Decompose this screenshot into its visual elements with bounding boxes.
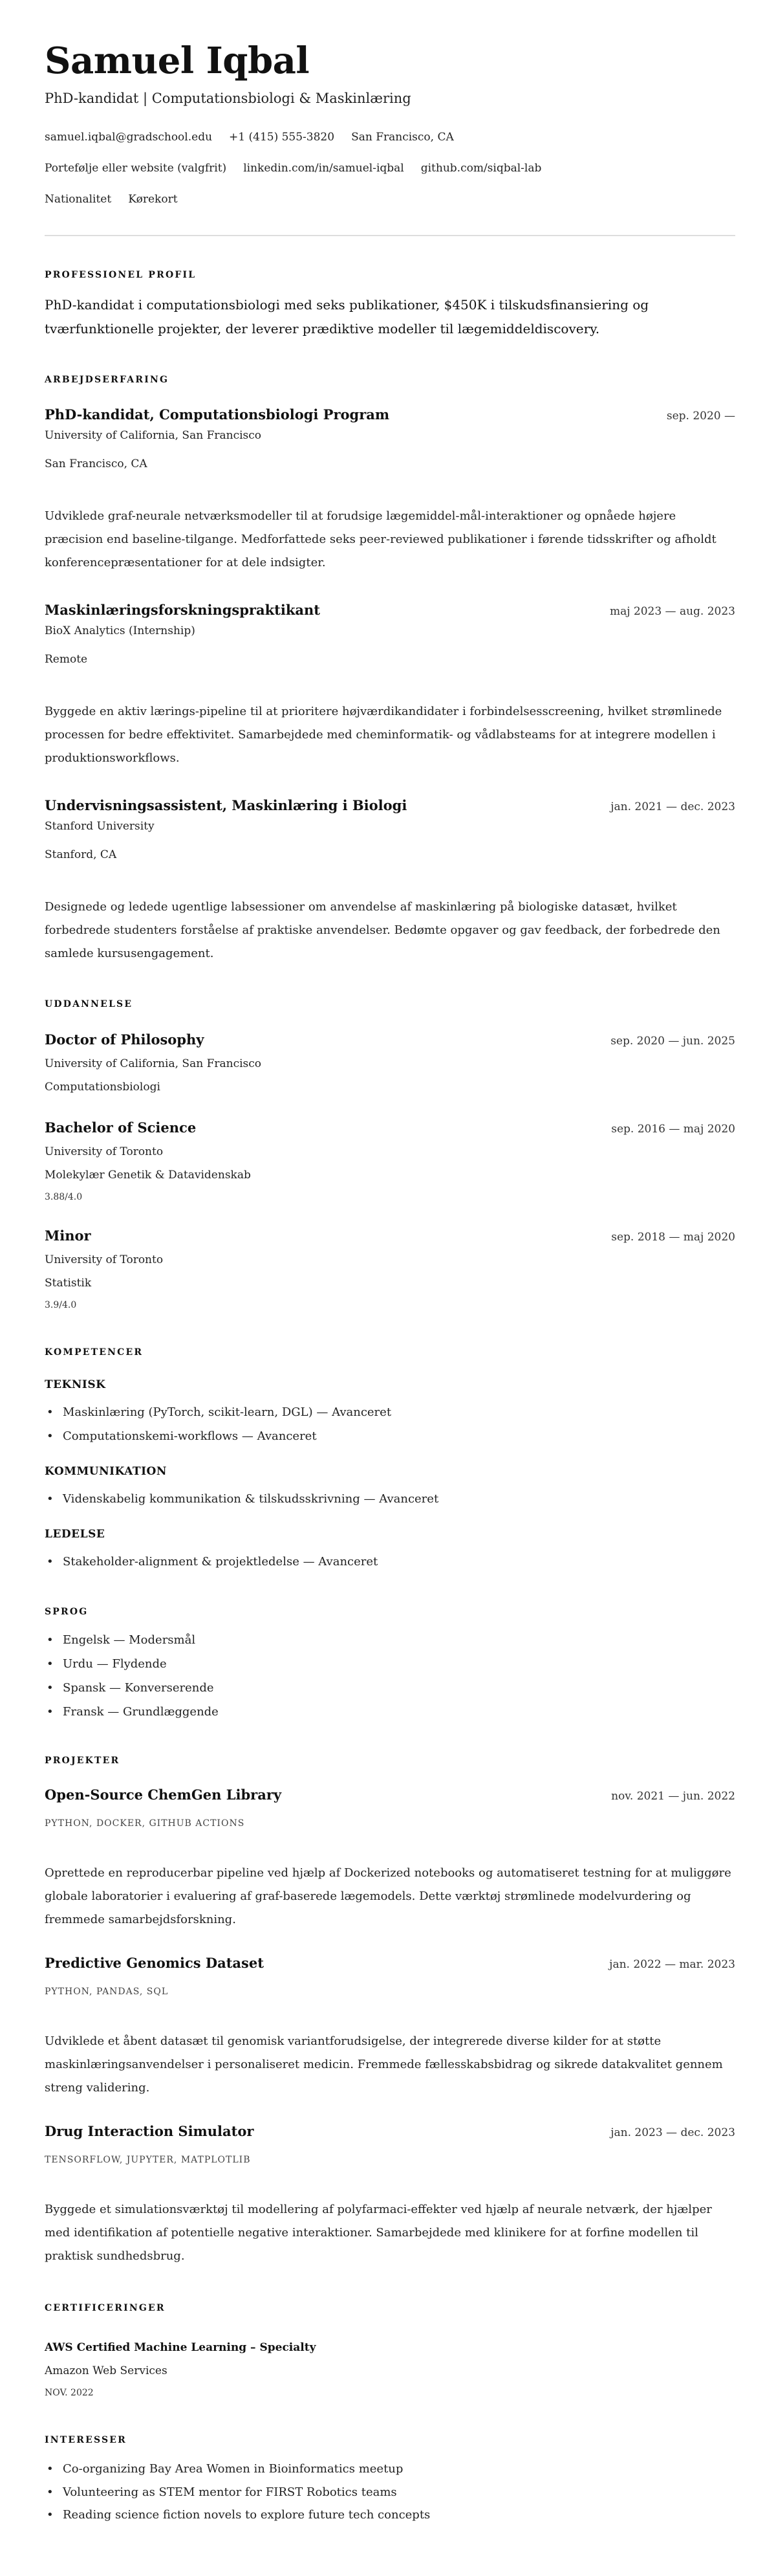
skill-item: • Videnskabelig kommunikation & tilskudsskrivning — Avanceret [45,1487,735,1511]
project-header [45,1786,735,1804]
interest-list [45,2458,735,2527]
skill-category-heading: TEKNISK [45,1378,106,1391]
project-description: Udviklede et åbent datasæt til genomisk variantforudsigelse, der integrerede diverse kilder for at støtte maskinlæringsanvendelser i personaliseret medicin. Fremmede fællesskabsbidrag og sikrede datakvalitet gennem streng validering. [45,2034,723,2095]
profile-summary: PhD-kandidat i computationsbiologi med seks publikationer, $450K i tilskudsfinansiering og tværfunktionelle projekter, der leverer prædiktive modeller til lægemiddeldiscovery. [45,297,649,336]
section-heading: INTERESSER [45,2435,127,2445]
project-entry [45,1954,735,2100]
education-header [45,1227,735,1245]
school: University of Toronto [45,1145,164,1158]
project-dates: nov. 2021 — jun. 2022 [611,1790,735,1803]
project-dates: jan. 2022 — mar. 2023 [609,1958,735,1971]
job-header [45,797,735,815]
skill-categories [45,1377,735,1574]
linkedin-link[interactable]: linkedin.com/in/samuel-iqbal [243,162,404,175]
section-heading: SPROG [45,1607,89,1617]
email-link[interactable]: samuel.iqbal@gradschool.edu [45,131,213,144]
certification-item [45,2340,735,2399]
github-link[interactable]: github.com/siqbal-lab [420,162,542,175]
job-location: Remote [45,653,88,666]
project-tech-stack: PYTHON, DOCKER, GITHUB ACTIONS [45,1818,245,1829]
interest-item: • Co-organizing Bay Area Women in Bioinformatics meetup [45,2458,735,2481]
project-dates: jan. 2023 — dec. 2023 [610,2126,735,2139]
project-list [45,1786,735,2268]
project-entry [45,1786,735,1932]
certification-name: AWS Certified Machine Learning – Specialty [45,2341,316,2354]
job-entry [45,797,735,965]
job-location: Stanford, CA [45,848,117,861]
job-dates: jan. 2021 — dec. 2023 [610,800,735,813]
certification-issuer: Amazon Web Services [45,2364,167,2377]
job-list [45,406,735,965]
job-description: Designede og ledede ugentlige labsessioner om anvendelse af maskinlæring på biologiske datasæt, hvilket forbedrede studenters forståelse af praktiske anvendelser. Bedømte opgaver og gav feedback, der forbedrede den samlede kursusengagement. [45,900,720,960]
language-item: • Urdu — Flydende [45,1652,735,1676]
job-header [45,601,735,619]
project-entry [45,2122,735,2268]
links-row [45,159,735,177]
skill-item: • Maskinlæring (PyTorch, scikit-learn, DGL) — Avanceret [45,1400,735,1424]
section-heading: ARBEJDSERFARING [45,375,169,385]
extra-info-row [45,190,735,208]
project-title: Open-Source ChemGen Library [45,1787,282,1803]
candidate-name: Samuel Iqbal [45,39,310,82]
language-item: • Engelsk — Modersmål [45,1628,735,1652]
education-dates: sep. 2018 — maj 2020 [611,1231,735,1244]
section-heading: KOMPETENCER [45,1347,144,1358]
education-dates: sep. 2016 — maj 2020 [611,1123,735,1136]
languages-section [45,1605,735,1724]
job-dates: maj 2023 — aug. 2023 [609,605,735,618]
skills-section [45,1346,735,1574]
experience-section [45,373,735,965]
education-dates: sep. 2020 — jun. 2025 [610,1035,735,1048]
field-of-study: Statistik [45,1277,92,1290]
gpa: 3.9/4.0 [45,1300,77,1310]
job-entry [45,601,735,770]
job-dates: sep. 2020 — [666,410,735,423]
job-title: Maskinlæringsforskningspraktikant [45,602,320,618]
interest-item: • Volunteering as STEM mentor for FIRST Robotics teams [45,2481,735,2504]
field-of-study: Computationsbiologi [45,1081,160,1094]
education-entry [45,1119,735,1204]
drivers-license: Kørekort [128,193,178,206]
skill-item: • Computationskemi-workflows — Avanceret [45,1424,735,1448]
skill-list [45,1400,735,1448]
section-heading: CERTIFICERINGER [45,2303,166,2313]
education-entry [45,1227,735,1312]
section-heading: PROJEKTER [45,1756,120,1766]
certification-date: NOV. 2022 [45,2388,94,2398]
section-heading: PROFESSIONEL PROFIL [45,270,197,280]
job-title: Undervisningsassistent, Maskinlæring i Biologi [45,797,407,813]
project-title: Predictive Genomics Dataset [45,1955,264,1971]
education-section [45,998,735,1312]
field-of-study: Molekylær Genetik & Datavidenskab [45,1169,251,1182]
project-title: Drug Interaction Simulator [45,2123,254,2139]
skill-item: • Stakeholder-alignment & projektledelse — Avanceret [45,1550,735,1574]
degree: Bachelor of Science [45,1119,197,1136]
skill-list [45,1487,735,1511]
education-list [45,1031,735,1312]
job-company: BioX Analytics (Internship) [45,624,195,637]
language-item: • Spansk — Konverserende [45,1676,735,1700]
language-item: • Fransk — Grundlæggende [45,1700,735,1724]
degree: Doctor of Philosophy [45,1031,204,1048]
school: University of California, San Francisco [45,1057,262,1070]
education-header [45,1119,735,1137]
header-divider [45,235,735,236]
job-entry [45,406,735,575]
project-tech-stack: PYTHON, PANDAS, SQL [45,1987,169,1997]
project-tech-stack: TENSORFLOW, JUPYTER, MATPLOTLIB [45,2155,251,2165]
education-header [45,1031,735,1049]
project-description: Oprettede en reproducerbar pipeline ved hjælp af Dockerized notebooks og automatiseret testning for at muliggøre globale laboratorier i evaluering af graf-baserede lægemodels. Dette værktøj strømlinede modelvurdering og fremmede samarbejdsforskning. [45,1866,731,1926]
candidate-headline: PhD-kandidat | Computationsbiologi & Maskinlæring [45,91,411,106]
job-description: Byggede en aktiv lærings-pipeline til at prioritere højværdikandidater i forbindelsesscreening, hvilket strømlinede processen for bedre effektivitet. Samarbejdede med cheminformatik- og vådlabsteams for at integrere modellen i produktionsworkflows. [45,705,722,765]
interest-item: • Reading science fiction novels to explore future tech concepts [45,2504,735,2527]
portfolio-link[interactable]: Portefølje eller website (valgfrit) [45,162,227,175]
project-description: Byggede et simulationsværktøj til modellering af polyfarmaci-effekter ved hjælp af neurale netværk, der hjælper med identifikation af potentielle negative interaktioner. Samarbejdede med klinikere for at forfine modellen til praktisk sundhedsbrug. [45,2203,712,2263]
job-description: Udviklede graf-neurale netværksmodeller til at forudsige lægemiddel-mål-interaktioner og opnåede højere præcision end baseline-tilgange. Medforfattede seks peer-reviewed publikationer i førende tidsskrifter og afholdt konferencepræsentationer for at dele indsigter. [45,509,717,569]
section-heading: UDDANNELSE [45,999,133,1009]
job-title: PhD-kandidat, Computationsbiologi Program [45,406,390,423]
job-location: San Francisco, CA [45,457,147,470]
skill-category-heading: KOMMUNIKATION [45,1465,167,1478]
certifications-section [45,2302,735,2399]
contact-row [45,128,735,146]
degree: Minor [45,1227,91,1244]
job-header [45,406,735,424]
project-header [45,2122,735,2141]
skill-list [45,1550,735,1574]
education-entry [45,1031,735,1095]
skill-category-heading: LEDELSE [45,1528,105,1541]
interests-section [45,2434,735,2527]
nationality: Nationalitet [45,193,112,206]
language-list [45,1628,735,1724]
profile-section [45,269,735,341]
gpa: 3.88/4.0 [45,1192,83,1202]
phone: +1 (415) 555-3820 [229,131,335,144]
school: University of Toronto [45,1253,164,1266]
projects-section [45,1754,735,2268]
job-company: University of California, San Francisco [45,429,262,442]
resume-header [45,39,735,208]
job-company: Stanford University [45,820,155,833]
location: San Francisco, CA [351,131,454,144]
project-header [45,1954,735,1972]
